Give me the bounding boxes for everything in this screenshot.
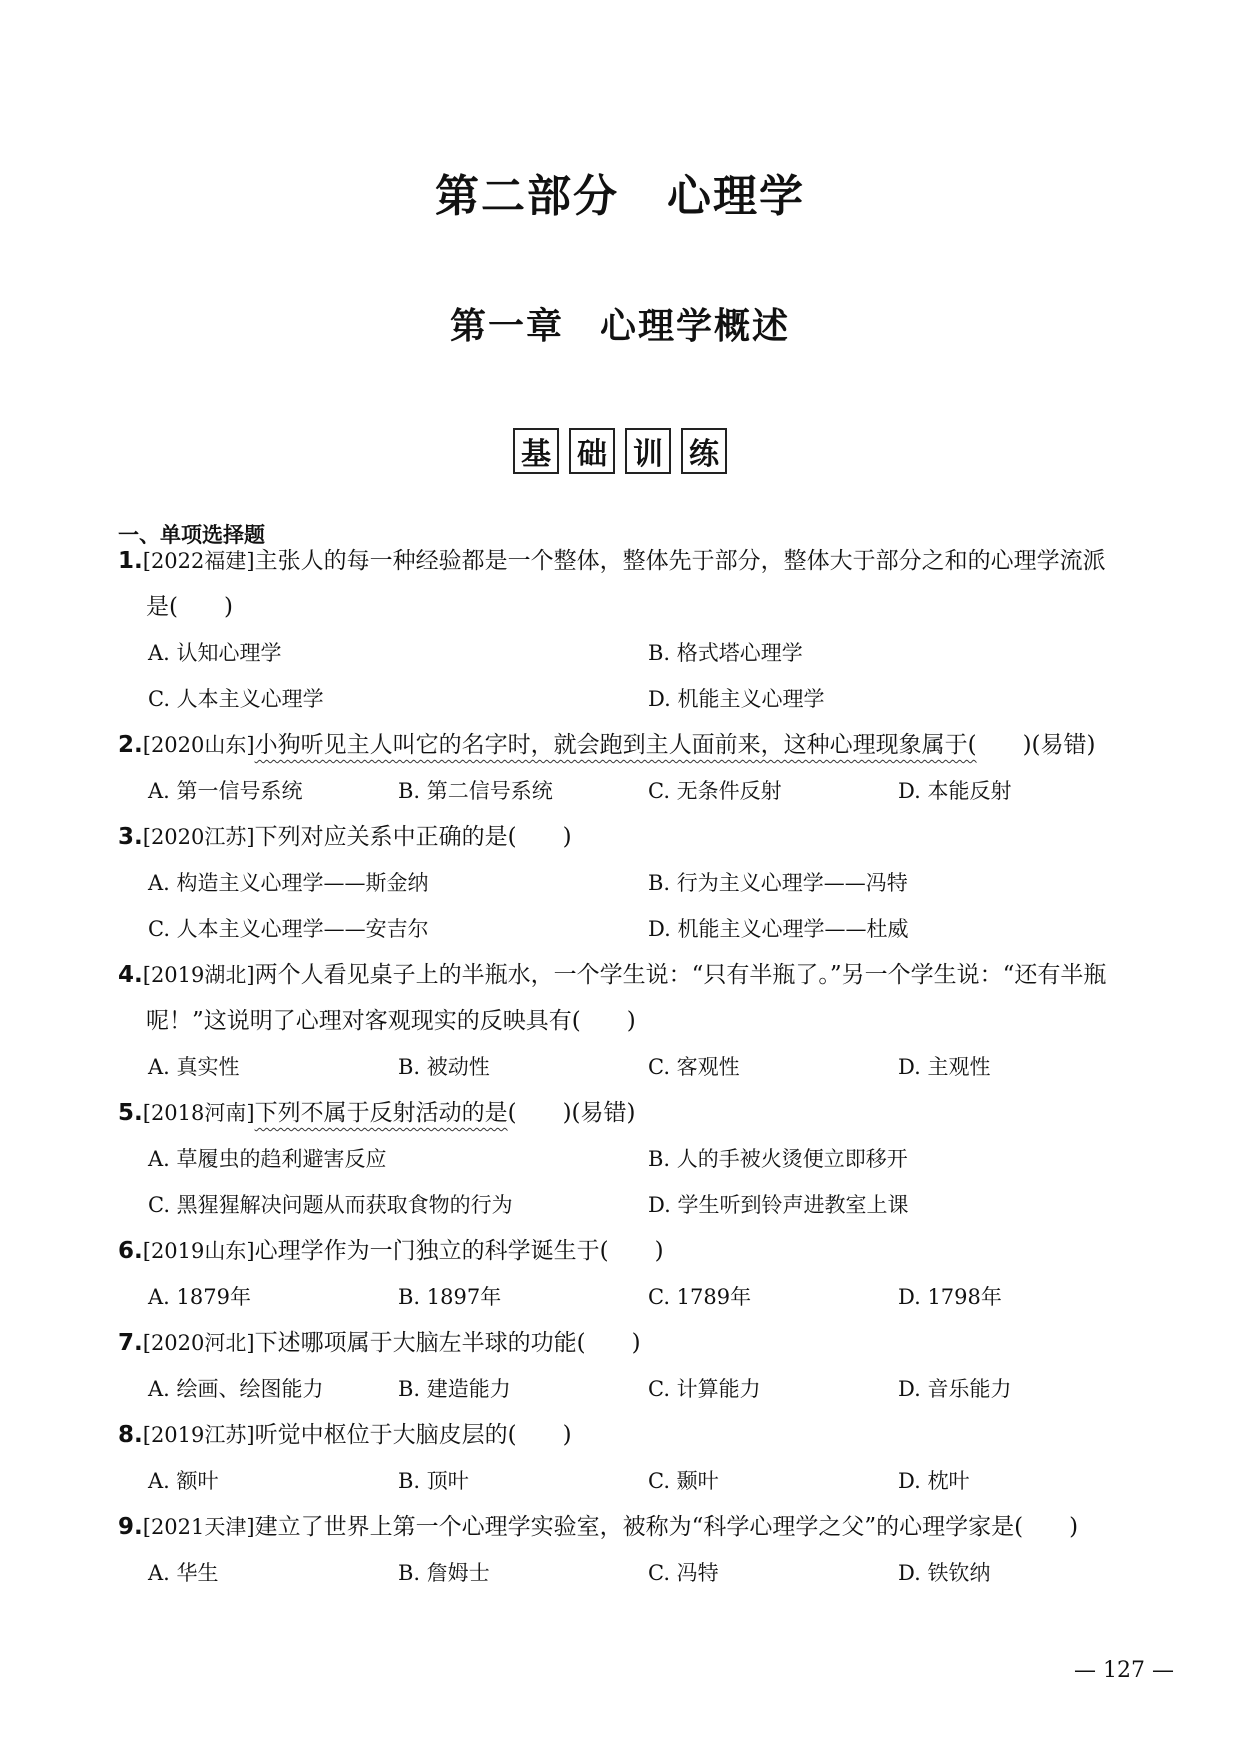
question-stem: 下列对应关系中正确的是( ) [254, 824, 572, 850]
question-stem-tail: ( )(易错) [507, 1100, 636, 1126]
section-label-boxes [0, 428, 1240, 474]
question-stem: 两个人看见桌子上的半瓶水，一个学生说：“只有半瓶了。”另一个学生说：“还有半瓶 [254, 962, 1107, 988]
option-d: D. 1798年 [898, 1285, 1002, 1309]
option-a: A. 绘画、绘图能力 [148, 1377, 324, 1401]
question-4-cont: 呢！”这说明了心理对客观现实的反映具有( ) [146, 1008, 636, 1034]
option-a: A. 第一信号系统 [148, 779, 303, 803]
section-box: 练 [681, 428, 727, 474]
option-b: B. 行为主义心理学——冯特 [648, 871, 908, 895]
option-d: D. 铁钦纳 [898, 1561, 991, 1585]
chapter-label: 第一章 [449, 305, 564, 347]
question-9: 9.[2021天津]建立了世界上第一个心理学实验室，被称为“科学心理学之父”的心理学家是( ) [118, 1514, 1079, 1540]
option-c: C. 黑猩猩解决问题从而获取食物的行为 [148, 1193, 513, 1217]
option-a: A. 认知心理学 [148, 641, 282, 665]
option-d: D. 学生听到铃声进教室上课 [648, 1193, 909, 1217]
option-c: C. 冯特 [648, 1561, 719, 1585]
question-source: [2019湖北] [142, 963, 255, 987]
question-8: 8.[2019江苏]听觉中枢位于大脑皮层的( ) [118, 1422, 572, 1448]
option-b: B. 人的手被火烫便立即移开 [648, 1147, 908, 1171]
option-d: D. 机能主义心理学——杜威 [648, 917, 909, 941]
option-d: D. 枕叶 [898, 1469, 970, 1493]
option-b: B. 建造能力 [398, 1377, 511, 1401]
question-source: [2022福建] [142, 549, 255, 573]
option-b: B. 被动性 [398, 1055, 490, 1079]
question-7: 7.[2020河北]下述哪项属于大脑左半球的功能( ) [118, 1330, 641, 1356]
question-6: 6.[2019山东]心理学作为一门独立的科学诞生于( ) [118, 1238, 664, 1264]
question-source: [2020山东] [142, 733, 255, 757]
option-a: A. 华生 [148, 1561, 219, 1585]
question-stem: 心理学作为一门独立的科学诞生于( ) [254, 1238, 664, 1264]
question-stem: 下述哪项属于大脑左半球的功能( ) [254, 1330, 641, 1356]
option-c: C. 1789年 [648, 1285, 752, 1309]
option-b: B. 顶叶 [398, 1469, 469, 1493]
question-source: [2019山东] [142, 1239, 255, 1263]
option-d: D. 本能反射 [898, 779, 1012, 803]
question-source: [2020江苏] [142, 825, 255, 849]
page-number: — 127 — [1074, 1658, 1174, 1683]
section-box: 础 [569, 428, 615, 474]
question-stem-emphasis: 下列不属于反射活动的是 [254, 1100, 508, 1126]
question-source: [2019江苏] [142, 1423, 255, 1447]
option-a: A. 额叶 [148, 1469, 219, 1493]
question-stem: 主张人的每一种经验都是一个整体，整体先于部分，整体大于部分之和的心理学流派 [254, 548, 1106, 574]
question-1-cont: 是( ) [146, 594, 233, 620]
chapter-name: 心理学概述 [600, 305, 791, 347]
option-c: C. 客观性 [648, 1055, 740, 1079]
option-a: A. 1879年 [148, 1285, 251, 1309]
option-d: D. 机能主义心理学 [648, 687, 825, 711]
part-subject: 心理学 [667, 171, 805, 222]
option-b: B. 第二信号系统 [398, 779, 553, 803]
question-stem: 听觉中枢位于大脑皮层的( ) [254, 1422, 572, 1448]
section-box: 基 [513, 428, 559, 474]
question-4: 4.[2019湖北]两个人看见桌子上的半瓶水，一个学生说：“只有半瓶了。”另一个学生说：“还有半瓶 [118, 962, 1107, 988]
option-c: C. 人本主义心理学——安吉尔 [148, 917, 429, 941]
section-box: 训 [625, 428, 671, 474]
question-type-heading: 一、单项选择题 [118, 523, 265, 547]
option-c: C. 无条件反射 [648, 779, 782, 803]
question-stem-tail: )(易错) [976, 732, 1096, 758]
option-c: C. 计算能力 [648, 1377, 761, 1401]
question-3: 3.[2020江苏]下列对应关系中正确的是( ) [118, 824, 572, 850]
option-c: C. 人本主义心理学 [148, 687, 324, 711]
option-a: A. 真实性 [148, 1055, 240, 1079]
question-2: 2.[2020山东]小狗听见主人叫它的名字时，就会跑到主人面前来，这种心理现象属于( )(易错) [118, 732, 1096, 758]
option-b: B. 1897年 [398, 1285, 502, 1309]
option-a: A. 草履虫的趋利避害反应 [148, 1147, 387, 1171]
question-source: [2018河南] [142, 1101, 255, 1125]
question-source: [2020河北] [142, 1331, 255, 1355]
option-b: B. 詹姆士 [398, 1561, 490, 1585]
question-stem: 建立了世界上第一个心理学实验室，被称为“科学心理学之父”的心理学家是( ) [254, 1514, 1079, 1540]
question-source: [2021天津] [142, 1515, 255, 1539]
option-b: B. 格式塔心理学 [648, 641, 803, 665]
option-d: D. 音乐能力 [898, 1377, 1012, 1401]
chapter-title [0, 298, 1240, 349]
question-1: 1.[2022福建]主张人的每一种经验都是一个整体，整体先于部分，整体大于部分之和的心理学流派 [118, 548, 1106, 574]
option-a: A. 构造主义心理学——斯金纳 [148, 871, 429, 895]
question-stem-emphasis: 小狗听见主人叫它的名字时，就会跑到主人面前来，这种心理现象属于( [254, 732, 977, 758]
part-title [0, 160, 1240, 224]
option-c: C. 颞叶 [648, 1469, 719, 1493]
part-label: 第二部分 [435, 171, 619, 222]
question-5: 5.[2018河南]下列不属于反射活动的是( )(易错) [118, 1100, 636, 1126]
option-d: D. 主观性 [898, 1055, 991, 1079]
